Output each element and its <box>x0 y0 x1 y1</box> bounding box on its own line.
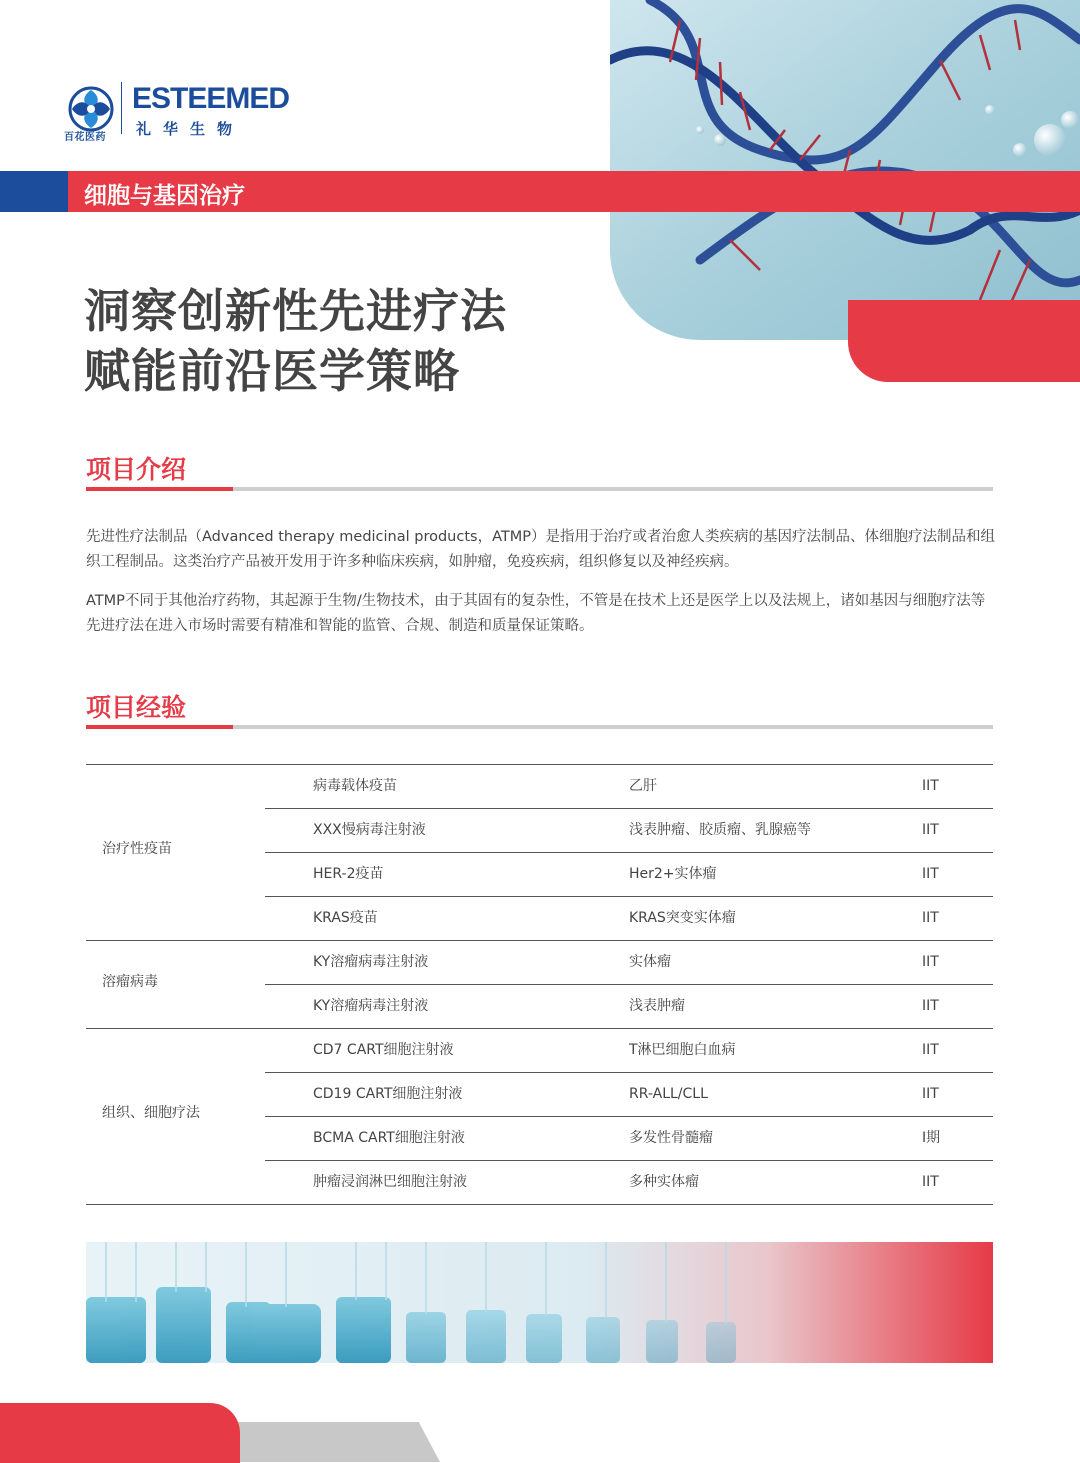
indication: 多发性骨髓瘤 <box>629 1130 713 1146</box>
intro-paragraph-1: 先进性疗法制品（Advanced therapy medicinal products，ATMP）是指用于治疗或者治愈人类疾病的基因疗法制品、体细胞疗法制品和组织工程制品。这类治疗产品被开发用于许多种临床疾病，如肿瘤，免疫疾病，组织修复以及神经疾病。 <box>86 529 995 570</box>
stage: IIT <box>922 778 939 794</box>
test-tubes-image <box>86 1242 993 1363</box>
baihua-logo-text: 百花医药 <box>64 132 106 143</box>
category-cell: 组织、细胞疗法 <box>102 1105 200 1121</box>
experience-heading: 项目经验 <box>86 693 187 722</box>
stage: IIT <box>922 1042 939 1058</box>
esteemed-chinese-name: 礼华生物 <box>136 120 245 138</box>
indication: Her2+实体瘤 <box>629 866 717 882</box>
table-row <box>86 808 993 852</box>
stage: IIT <box>922 998 939 1014</box>
indication: 浅表肿瘤、胶质瘤、乳腺癌等 <box>629 822 811 838</box>
table-row <box>86 940 993 984</box>
page-title-line1: 洞察创新性先进疗法 <box>84 284 507 338</box>
table-row <box>86 1028 993 1072</box>
banner-blue-block <box>0 171 68 212</box>
esteemed-wordmark: ESTEEMED <box>132 82 290 115</box>
product-name: KY溶瘤病毒注射液 <box>313 998 429 1014</box>
stage: IIT <box>922 1174 939 1190</box>
table-row <box>86 984 993 1028</box>
intro-paragraph-2: ATMP不同于其他治疗药物，其起源于生物/生物技术，由于其固有的复杂性，不管是在技术上还是医学上以及法规上，诸如基因与细胞疗法等先进疗法在进入市场时需要有精准和智能的监管、合规、制造和质量保证策略。 <box>86 593 986 634</box>
indication: 乙肝 <box>629 778 657 794</box>
baihua-logo-icon <box>68 86 114 132</box>
product-name: 病毒载体疫苗 <box>313 778 397 794</box>
intro-heading: 项目介绍 <box>86 455 187 484</box>
table-bottom-border <box>86 1204 993 1205</box>
footer-red-shape <box>0 1403 240 1463</box>
stage: IIT <box>922 822 939 838</box>
table-row <box>86 896 993 940</box>
product-name: HER-2疫苗 <box>313 866 384 882</box>
page-title-line2: 赋能前沿医学策略 <box>84 344 460 398</box>
product-name: 肿瘤浸润淋巴细胞注射液 <box>313 1174 467 1190</box>
indication: RR-ALL/CLL <box>629 1086 708 1102</box>
product-name: BCMA CART细胞注射液 <box>313 1130 465 1146</box>
table-row <box>86 1072 993 1116</box>
stage: IIT <box>922 954 939 970</box>
product-name: KRAS疫苗 <box>313 910 378 926</box>
indication: 浅表肿瘤 <box>629 998 685 1014</box>
experience-divider-accent <box>86 725 233 729</box>
indication: KRAS突变实体瘤 <box>629 910 736 926</box>
table-row <box>86 764 993 808</box>
category-label: 细胞与基因治疗 <box>84 183 245 209</box>
logo-divider <box>121 82 122 134</box>
stage: I期 <box>922 1130 941 1146</box>
hero-red-accent <box>848 300 1080 382</box>
category-cell: 溶瘤病毒 <box>102 974 158 990</box>
hero-dna-image <box>610 0 1080 340</box>
table-row <box>86 1116 993 1160</box>
table-row <box>86 852 993 896</box>
stage: IIT <box>922 910 939 926</box>
product-name: XXX慢病毒注射液 <box>313 822 426 838</box>
category-cell: 治疗性疫苗 <box>102 841 172 857</box>
stage: IIT <box>922 866 939 882</box>
indication: 实体瘤 <box>629 954 671 970</box>
intro-divider-accent <box>86 487 233 491</box>
product-name: KY溶瘤病毒注射液 <box>313 954 429 970</box>
indication: 多种实体瘤 <box>629 1174 699 1190</box>
table-row <box>86 1160 993 1204</box>
indication: T淋巴细胞白血病 <box>629 1042 736 1058</box>
product-name: CD19 CART细胞注射液 <box>313 1086 463 1102</box>
stage: IIT <box>922 1086 939 1102</box>
product-name: CD7 CART细胞注射液 <box>313 1042 454 1058</box>
